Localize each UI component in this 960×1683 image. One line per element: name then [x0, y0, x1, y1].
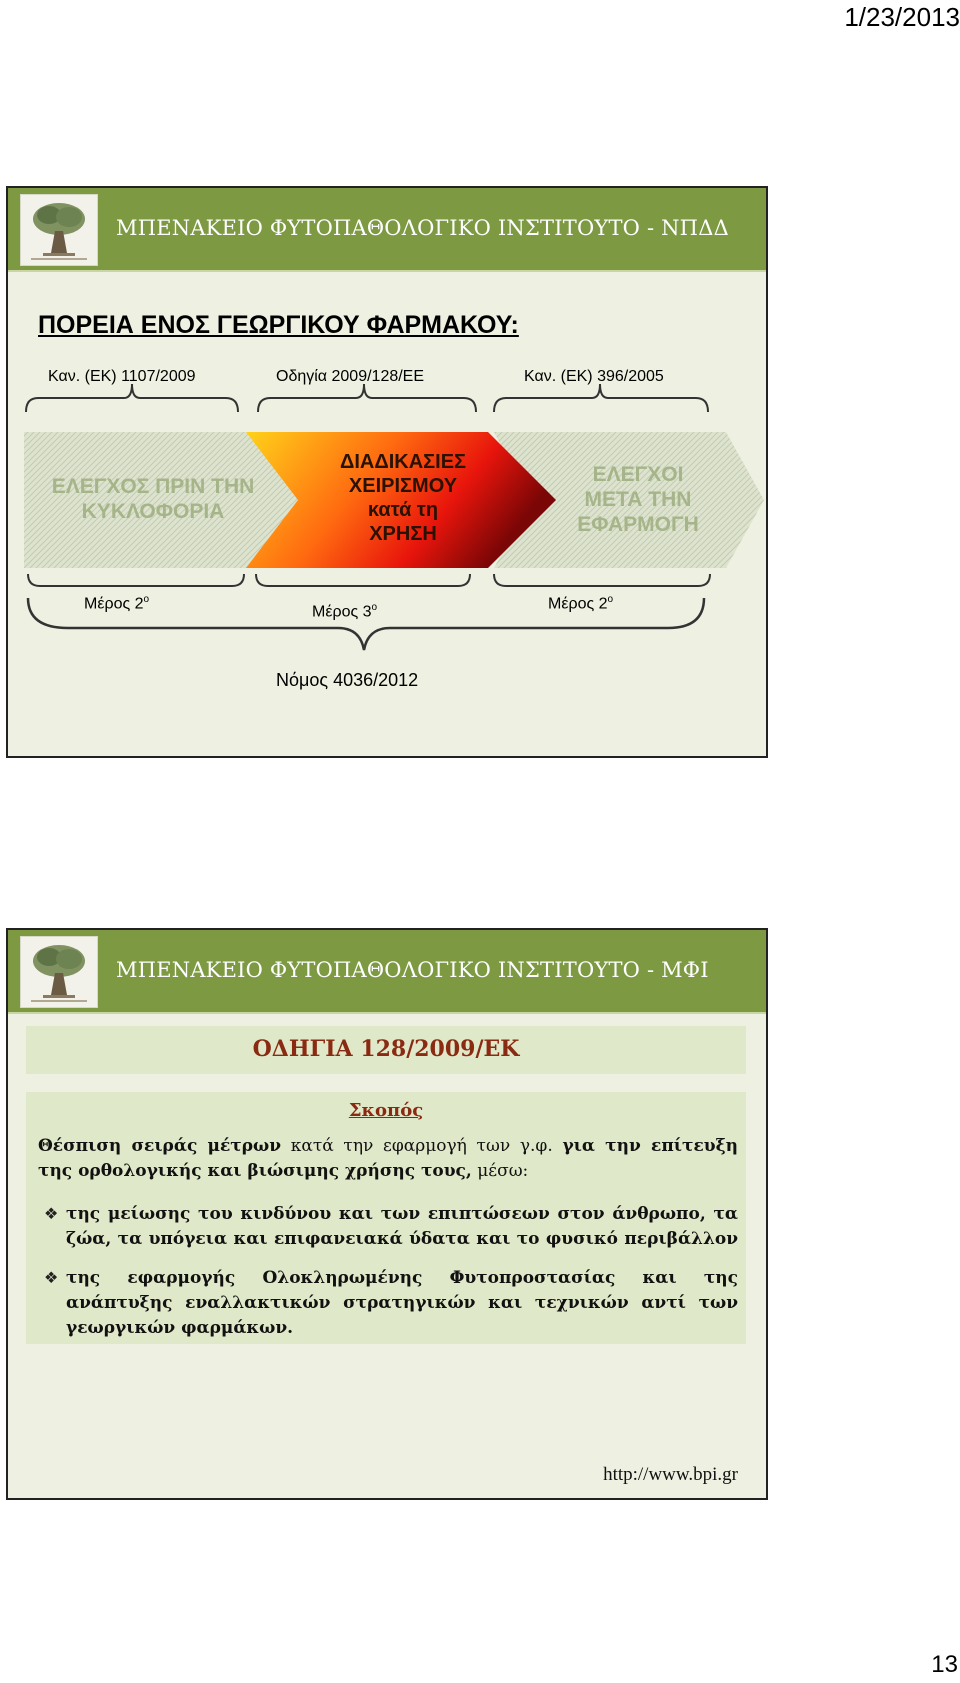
slide-1 — [6, 186, 768, 758]
header-title: ΜΠΕΝΑΚΕΙΟ ΦΥΤΟΠΑΘΟΛΟΓΙΚΟ ΙΝΣΤΙΤΟΥΤΟ - ΜΦΙ — [116, 958, 709, 982]
slide-header — [8, 930, 766, 1014]
stage-handling-during-use: ΔΙΑΔΙΚΑΣΙΕΣ ΧΕΙΡΙΣΜΟΥ κατά τη ΧΡΗΣΗ — [339, 451, 467, 545]
bottom-brace-1 — [28, 574, 244, 586]
slide-title: ΠΟΡΕΙΑ ΕΝΟΣ ΓΕΩΡΓΙΚΟΥ ΦΑΡΜΑΚΟΥ: — [38, 311, 519, 339]
bottom-brace-3 — [494, 574, 710, 586]
website-url: http://www.bpi.gr — [603, 1464, 738, 1485]
purpose-intro: Θέσπιση σειράς μέτρων κατά την εφαρμογή των γ.φ. για την επίτευξη της ορθολογικής και βιώσιμης χρήσης τους, μέσω: — [38, 1136, 738, 1181]
part-label-2-pre: Μέρος $2^o$ — [84, 594, 150, 613]
olive-tree-icon — [21, 937, 97, 1007]
diamond-bullet-icon: ❖ — [44, 1206, 59, 1223]
top-brace-1 — [26, 384, 238, 412]
top-brace-2 — [258, 384, 476, 412]
page-number: 13 — [931, 1651, 958, 1678]
bottom-brace-2 — [256, 574, 470, 586]
slide-2: ΜΠΕΝΑΚΕΙΟ ΦΥΤΟΠΑΘΟΛΟΓΙΚΟ ΙΝΣΤΙΤΟΥΤΟ - ΜΦΙ ΟΔΗΓΙΑ 128/2009/ΕΚ Σκοπός Θέσπιση σειράς μέτρων κατά την εφαρμογή των γ.φ. για την επίτευξη της ορθολογικής και βιώσιμης χρήσης τους, μέσω: ❖ της μείωσης του κινδύνου και των επιπτώσεων στον άνθρωπο, τα ζώα, τα υπόγεια και επιφανειακά ύδατα και το φυσικό περιβάλλον ❖ της εφαρμογής Ολοκληρωμένης Φυτοπροστασίας και της ανάπτυξης εναλλακτικών στρατηγικών και τεχνικών αντί των γεωργικών φαρμάκων. http://www.bpi.gr — [6, 928, 768, 1500]
diamond-bullet-icon: ❖ — [44, 1270, 59, 1287]
ref-regulation-1107: Καν. (ΕΚ) 1107/2009 — [48, 368, 196, 385]
header-title: ΜΠΕΝΑΚΕΙΟ ΦΥΤΟΠΑΘΟΛΟΓΙΚΟ ΙΝΣΤΙΤΟΥΤΟ - ΝΠΔΔ — [116, 216, 729, 240]
stage-pre-market: ΕΛΕΓΧΟΣ ΠΡΙΝ ΤΗΝ ΚΥΚΛΟΦΟΡΙΑ — [51, 475, 255, 523]
top-brace-3 — [494, 384, 708, 412]
part-label-2-post: Μέρος $2^o$ — [548, 594, 614, 613]
ref-regulation-396: Καν. (ΕΚ) 396/2005 — [524, 368, 664, 385]
institute-logo — [20, 936, 98, 1008]
stage-post-application: ΕΛΕΓΧΟΙ ΜΕΤΑ ΤΗΝ ΕΦΑΡΜΟΓΗ — [577, 463, 699, 536]
ref-directive-128: Οδηγία 2009/128/ΕΕ — [276, 368, 425, 385]
directive-title: ΟΔΗΓΙΑ 128/2009/ΕΚ — [252, 1036, 520, 1062]
purpose-heading: Σκοπός — [348, 1100, 424, 1121]
page-date: 1/23/2013 — [844, 2, 960, 32]
law-label: Νόμος 4036/2012 — [276, 670, 419, 690]
part-label-3: Μέρος $3^o$ — [312, 602, 378, 621]
